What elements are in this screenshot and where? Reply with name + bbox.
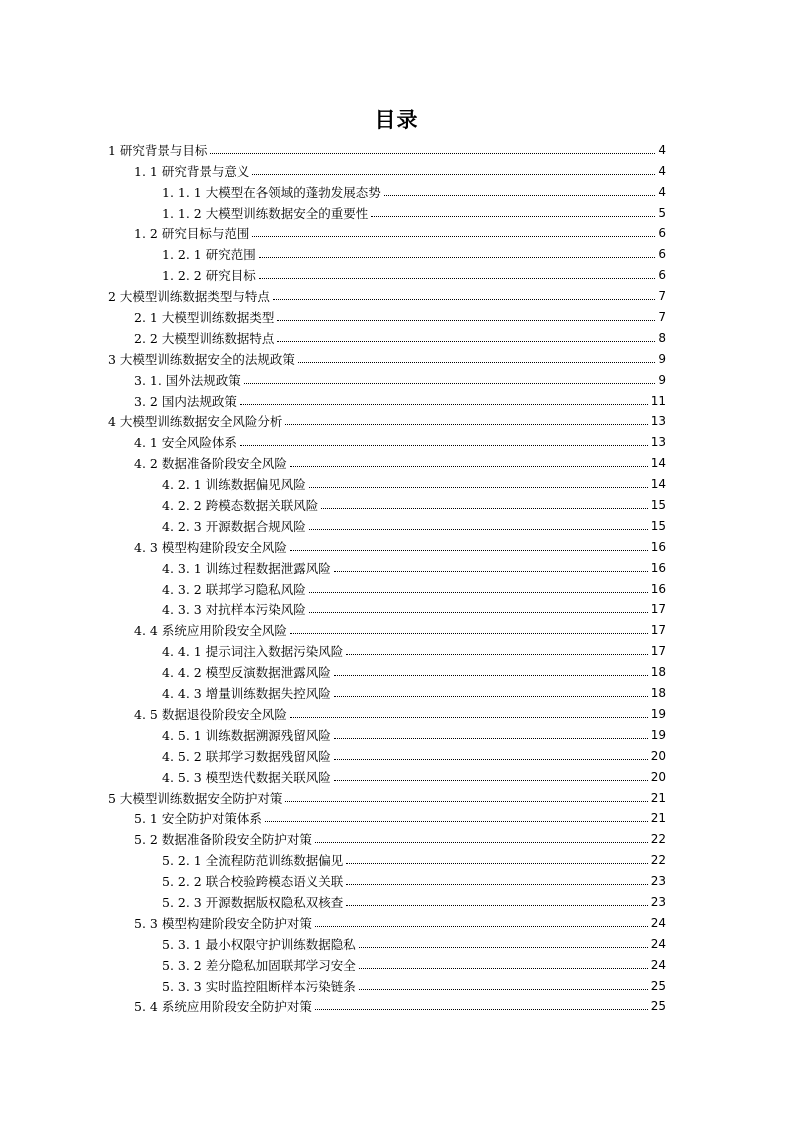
toc-entry-title: 1. 1 研究背景与意义 xyxy=(134,163,250,179)
toc-entry[interactable] xyxy=(0,785,793,806)
dot-leader xyxy=(273,299,655,300)
toc-page-number: 23 xyxy=(650,894,666,909)
dot-leader xyxy=(277,320,655,321)
toc-entry[interactable] xyxy=(0,847,793,868)
dot-leader xyxy=(285,801,647,802)
toc-entry-title: 4. 4. 1 提示词注入数据污染风险 xyxy=(162,644,344,660)
dot-leader xyxy=(315,1009,648,1010)
dot-leader xyxy=(265,821,648,822)
toc-entry[interactable] xyxy=(0,304,793,325)
dot-leader xyxy=(309,529,648,530)
dot-leader xyxy=(334,759,648,760)
dot-leader xyxy=(315,926,648,927)
dot-leader xyxy=(290,466,648,467)
toc-page-number: 21 xyxy=(650,811,666,826)
toc-page-number: 15 xyxy=(650,498,666,513)
toc-entry-title: 4. 5. 1 训练数据溯源残留风险 xyxy=(162,727,331,743)
toc-page-number: 20 xyxy=(650,769,666,784)
toc-entry-title: 5 大模型训练数据安全防护对策 xyxy=(108,790,283,806)
toc-page-number: 21 xyxy=(650,790,666,805)
toc-page-number: 7 xyxy=(658,289,666,304)
toc-page-number: 6 xyxy=(658,226,666,241)
dot-leader xyxy=(315,842,648,843)
dot-leader xyxy=(334,780,648,781)
toc-heading: 目录 xyxy=(374,108,419,132)
toc-page-number: 25 xyxy=(650,999,666,1014)
toc-entry[interactable] xyxy=(0,576,793,597)
toc-entry[interactable] xyxy=(0,617,793,638)
dot-leader xyxy=(359,968,648,969)
toc-entry-title: 5. 3. 3 实时监控阻断样本污染链条 xyxy=(162,978,356,994)
toc-entry-title: 5. 3. 2 差分隐私加固联邦学习安全 xyxy=(162,957,356,973)
toc-page-number: 24 xyxy=(650,915,666,930)
toc-page-number: 22 xyxy=(650,853,666,868)
toc-entry[interactable] xyxy=(0,680,793,701)
toc-page-number: 9 xyxy=(658,351,666,366)
dot-leader xyxy=(309,592,648,593)
toc-entry[interactable] xyxy=(0,973,793,994)
toc-entry[interactable] xyxy=(0,388,793,409)
toc-entry-title: 4. 5. 2 联邦学习数据残留风险 xyxy=(162,748,331,764)
toc-entry-title: 4. 5. 3 模型迭代数据关联风险 xyxy=(162,769,331,785)
toc-entry-title: 2. 1 大模型训练数据类型 xyxy=(134,310,275,326)
toc-page-number: 5 xyxy=(658,205,666,220)
dot-leader xyxy=(244,383,656,384)
toc-entry-title: 5. 2. 3 开源数据版权隐私双核查 xyxy=(162,894,344,910)
table-of-contents xyxy=(0,137,793,1014)
toc-entry-title: 1. 1. 2 大模型训练数据安全的重要性 xyxy=(162,205,369,221)
dot-leader xyxy=(252,174,655,175)
dot-leader xyxy=(334,571,648,572)
toc-page-number: 19 xyxy=(650,727,666,742)
toc-page-number: 11 xyxy=(650,393,666,408)
dot-leader xyxy=(309,487,648,488)
toc-entry-title: 1. 2. 1 研究范围 xyxy=(162,247,256,263)
toc-page-number: 17 xyxy=(650,644,666,659)
toc-entry-title: 3. 2 国内法规政策 xyxy=(134,393,237,409)
toc-entry-title: 4. 4 系统应用阶段安全风险 xyxy=(134,623,287,639)
toc-entry-title: 3 大模型训练数据安全的法规政策 xyxy=(108,351,295,367)
toc-page-number: 17 xyxy=(650,623,666,638)
toc-entry[interactable] xyxy=(0,889,793,910)
dot-leader xyxy=(346,884,647,885)
dot-leader xyxy=(334,738,648,739)
toc-entry[interactable] xyxy=(0,868,793,889)
toc-entry[interactable] xyxy=(0,722,793,743)
toc-entry-title: 4 大模型训练数据安全风险分析 xyxy=(108,414,283,430)
toc-entry[interactable] xyxy=(0,555,793,576)
toc-entry[interactable] xyxy=(0,158,793,179)
toc-entry-title: 3. 1. 国外法规政策 xyxy=(134,372,241,388)
toc-page-number: 4 xyxy=(658,163,666,178)
toc-entry[interactable] xyxy=(0,701,793,722)
toc-entry-title: 5. 3. 1 最小权限守护训练数据隐私 xyxy=(162,936,356,952)
toc-page-number: 9 xyxy=(658,372,666,387)
toc-entry[interactable] xyxy=(0,283,793,304)
toc-entry-title: 4. 2. 1 训练数据偏见风险 xyxy=(162,477,306,493)
toc-entry[interactable] xyxy=(0,826,793,847)
toc-page-number: 4 xyxy=(658,142,666,157)
dot-leader xyxy=(290,717,648,718)
toc-entry[interactable] xyxy=(0,221,793,242)
dot-leader xyxy=(359,989,648,990)
toc-page-number: 16 xyxy=(650,560,666,575)
toc-entry[interactable] xyxy=(0,806,793,827)
toc-page-number: 13 xyxy=(650,414,666,429)
dot-leader xyxy=(259,257,656,258)
toc-entry[interactable] xyxy=(0,931,793,952)
toc-entry[interactable] xyxy=(0,910,793,931)
toc-entry-title: 4. 4. 2 模型反演数据泄露风险 xyxy=(162,665,331,681)
toc-entry[interactable] xyxy=(0,179,793,200)
toc-entry[interactable] xyxy=(0,638,793,659)
dot-leader xyxy=(285,424,647,425)
toc-page-number: 18 xyxy=(650,665,666,680)
toc-entry-title: 4. 4. 3 增量训练数据失控风险 xyxy=(162,686,331,702)
toc-entry-title: 4. 3. 1 训练过程数据泄露风险 xyxy=(162,560,331,576)
toc-entry[interactable] xyxy=(0,952,793,973)
toc-entry-title: 4. 3. 2 联邦学习隐私风险 xyxy=(162,581,306,597)
toc-entry[interactable] xyxy=(0,241,793,262)
toc-page-number: 25 xyxy=(650,978,666,993)
toc-entry-title: 2 大模型训练数据类型与特点 xyxy=(108,289,270,305)
toc-page-number: 23 xyxy=(650,874,666,889)
toc-page-number: 13 xyxy=(650,435,666,450)
toc-page-number: 8 xyxy=(658,330,666,345)
toc-entry[interactable] xyxy=(0,325,793,346)
toc-page-number: 14 xyxy=(650,456,666,471)
toc-entry[interactable] xyxy=(0,994,793,1015)
toc-entry-title: 1. 1. 1 大模型在各领域的蓬勃发展态势 xyxy=(162,184,381,200)
toc-entry-title: 5. 3 模型构建阶段安全防护对策 xyxy=(134,915,312,931)
dot-leader xyxy=(346,863,647,864)
toc-entry[interactable] xyxy=(0,492,793,513)
toc-entry[interactable] xyxy=(0,471,793,492)
toc-page-number: 19 xyxy=(650,706,666,721)
dot-leader xyxy=(334,675,648,676)
toc-entry[interactable] xyxy=(0,743,793,764)
toc-entry[interactable] xyxy=(0,137,793,158)
dot-leader xyxy=(240,404,648,405)
dot-leader xyxy=(252,236,655,237)
dot-leader xyxy=(210,153,655,154)
dot-leader xyxy=(321,508,647,509)
toc-entry-title: 5. 2. 1 全流程防范训练数据偏见 xyxy=(162,853,344,869)
toc-entry-title: 2. 2 大模型训练数据特点 xyxy=(134,330,275,346)
toc-entry-title: 4. 5 数据退役阶段安全风险 xyxy=(134,706,287,722)
toc-entry-title: 4. 2. 3 开源数据合规风险 xyxy=(162,518,306,534)
toc-entry[interactable] xyxy=(0,409,793,430)
toc-entry[interactable] xyxy=(0,200,793,221)
dot-leader xyxy=(346,905,647,906)
toc-entry-title: 4. 1 安全风险体系 xyxy=(134,435,237,451)
toc-page-number: 14 xyxy=(650,477,666,492)
toc-entry[interactable] xyxy=(0,367,793,388)
toc-page-number: 20 xyxy=(650,748,666,763)
toc-entry-title: 1. 2. 2 研究目标 xyxy=(162,268,256,284)
dot-leader xyxy=(259,278,656,279)
toc-page-number: 15 xyxy=(650,518,666,533)
toc-page-number: 4 xyxy=(658,184,666,199)
dot-leader xyxy=(359,947,648,948)
dot-leader xyxy=(240,445,648,446)
dot-leader xyxy=(309,612,648,613)
toc-entry-title: 5. 2. 2 联合校验跨模态语义关联 xyxy=(162,874,344,890)
toc-entry[interactable] xyxy=(0,346,793,367)
toc-entry-title: 1 研究背景与目标 xyxy=(108,142,208,158)
dot-leader xyxy=(290,633,648,634)
toc-entry-title: 4. 2 数据准备阶段安全风险 xyxy=(134,456,287,472)
toc-page-number: 22 xyxy=(650,832,666,847)
dot-leader xyxy=(384,195,656,196)
toc-entry[interactable] xyxy=(0,262,793,283)
toc-page-number: 6 xyxy=(658,247,666,262)
toc-entry[interactable] xyxy=(0,597,793,618)
toc-page-number: 6 xyxy=(658,268,666,283)
toc-page-number: 16 xyxy=(650,581,666,596)
toc-page-number: 18 xyxy=(650,686,666,701)
toc-page-number: 24 xyxy=(650,936,666,951)
toc-entry[interactable] xyxy=(0,764,793,785)
toc-entry-title: 4. 2. 2 跨模态数据关联风险 xyxy=(162,498,319,514)
toc-page-number: 16 xyxy=(650,539,666,554)
toc-entry-title: 5. 4 系统应用阶段安全防护对策 xyxy=(134,999,312,1015)
dot-leader xyxy=(277,341,655,342)
dot-leader xyxy=(290,550,648,551)
toc-entry[interactable] xyxy=(0,429,793,450)
toc-entry[interactable] xyxy=(0,450,793,471)
toc-entry-title: 1. 2 研究目标与范围 xyxy=(134,226,250,242)
toc-entry-title: 5. 2 数据准备阶段安全防护对策 xyxy=(134,832,312,848)
toc-page-number: 7 xyxy=(658,310,666,325)
toc-entry-title: 4. 3 模型构建阶段安全风险 xyxy=(134,539,287,555)
dot-leader xyxy=(334,696,648,697)
toc-page-number: 24 xyxy=(650,957,666,972)
toc-entry-title: 5. 1 安全防护对策体系 xyxy=(134,811,262,827)
dot-leader xyxy=(346,654,647,655)
toc-entry-title: 4. 3. 3 对抗样本污染风险 xyxy=(162,602,306,618)
toc-page-number: 17 xyxy=(650,602,666,617)
dot-leader xyxy=(298,362,655,363)
dot-leader xyxy=(371,216,655,217)
toc-entry[interactable] xyxy=(0,513,793,534)
toc-entry[interactable] xyxy=(0,534,793,555)
toc-entry[interactable] xyxy=(0,659,793,680)
